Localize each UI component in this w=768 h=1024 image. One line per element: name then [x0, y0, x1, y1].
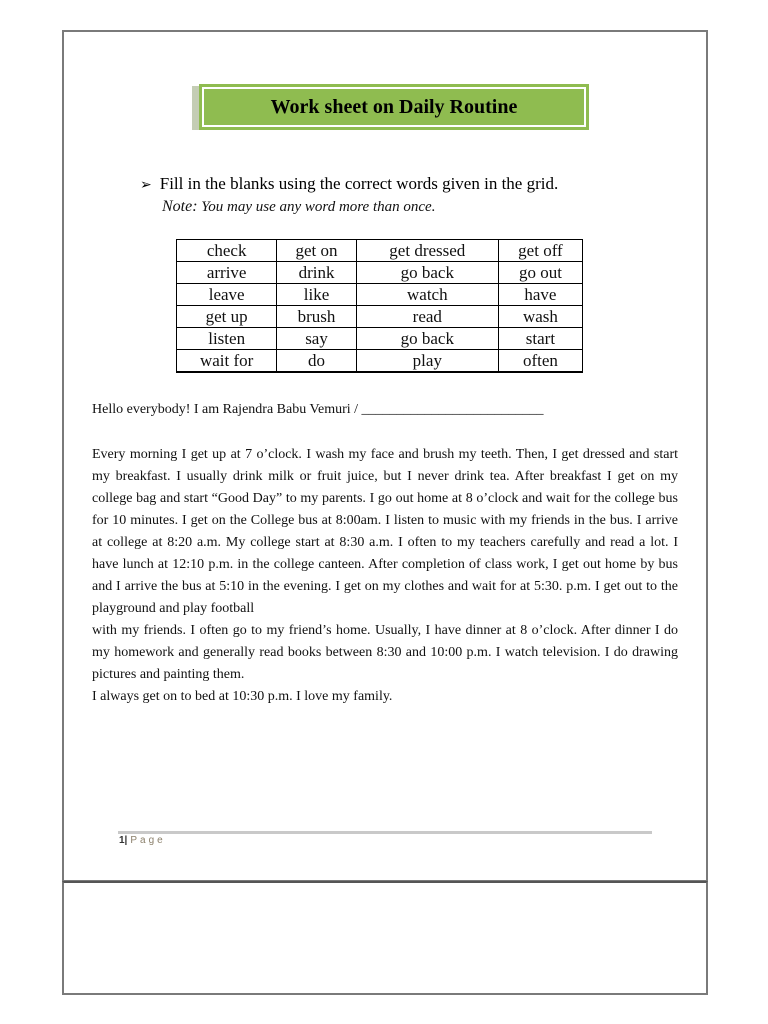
- grid-cell: have: [498, 284, 582, 306]
- grid-row: [177, 240, 583, 262]
- grid-cell: like: [277, 284, 356, 306]
- passage-paragraph-1: Every morning I get up at 7 o’clock. I wash my face and brush my teeth. Then, I get dressed and start my breakfast. I usually drink milk or fruit juice, but I never drink tea. After breakfast I get on my college bag and start “Good Day” to my parents. I go out home at 8 o’clock and wait for the college bus for 10 minutes. I get on the College bus at 8:00am. I listen to music with my friends in the bus. I arrive at college at 8:20 a.m. My college start at 8:30 a.m. I often to my teachers carefully and read a lot. I have lunch at 12:10 p.m. in the college canteen. After completion of class work, I get out home by bus and I arrive the bus at 5:10 in the evening. I get on my clothes and wait for at 5:30. p.m. I get out to the playground and play football: [92, 447, 678, 616]
- grid-cell: drink: [277, 262, 356, 284]
- next-page: [62, 881, 708, 995]
- passage: [92, 444, 678, 708]
- grid-cell: brush: [277, 306, 356, 328]
- grid-cell: arrive: [177, 262, 277, 284]
- grid-cell: go out: [498, 262, 582, 284]
- grid-cell: start: [498, 328, 582, 350]
- grid-cell: get dressed: [356, 240, 498, 262]
- grid-row: [177, 284, 583, 306]
- grid-cell: check: [177, 240, 277, 262]
- instruction: [140, 174, 558, 194]
- page-title: Work sheet on Daily Routine: [270, 95, 518, 118]
- note: [162, 198, 435, 216]
- grid-cell: leave: [177, 284, 277, 306]
- page-footer: [119, 835, 166, 846]
- grid-cell: get on: [277, 240, 356, 262]
- arrow-bullet-icon: ➢: [140, 177, 152, 193]
- grid-cell: wait for: [177, 350, 277, 373]
- footer-rule: [118, 831, 652, 834]
- grid-cell: go back: [356, 328, 498, 350]
- word-grid: [176, 239, 583, 373]
- page-number: 1|: [119, 835, 128, 846]
- grid-cell: read: [356, 306, 498, 328]
- note-text: You may use any word more than once.: [201, 199, 436, 215]
- hello-line: Hello everybody! I am Rajendra Babu Vemuri / __________________________: [92, 402, 544, 417]
- grid-row: [177, 350, 583, 373]
- grid-cell: get off: [498, 240, 582, 262]
- grid-cell: wash: [498, 306, 582, 328]
- grid-cell: say: [277, 328, 356, 350]
- grid-cell: go back: [356, 262, 498, 284]
- grid-cell: listen: [177, 328, 277, 350]
- grid-cell: play: [356, 350, 498, 373]
- instruction-text: Fill in the blanks using the correct words given in the grid.: [159, 174, 559, 193]
- note-label: Note:: [162, 198, 198, 215]
- page-label: Page: [130, 835, 166, 846]
- grid-row: [177, 328, 583, 350]
- grid-cell: often: [498, 350, 582, 373]
- grid-row: [177, 262, 583, 284]
- passage-paragraph-2: with my friends. I often go to my friend’s home. Usually, I have dinner at 8 o’clock. After dinner I do my homework and generally read books between 8:30 and 10:00 p.m. I watch television. I do drawing pictures and painting them.: [92, 623, 678, 682]
- grid-cell: do: [277, 350, 356, 373]
- passage-paragraph-3: I always get on to bed at 10:30 p.m. I love my family.: [92, 689, 393, 704]
- grid-row: [177, 306, 583, 328]
- title-banner: [199, 84, 589, 130]
- document-page: [62, 30, 708, 883]
- grid-cell: watch: [356, 284, 498, 306]
- grid-cell: get up: [177, 306, 277, 328]
